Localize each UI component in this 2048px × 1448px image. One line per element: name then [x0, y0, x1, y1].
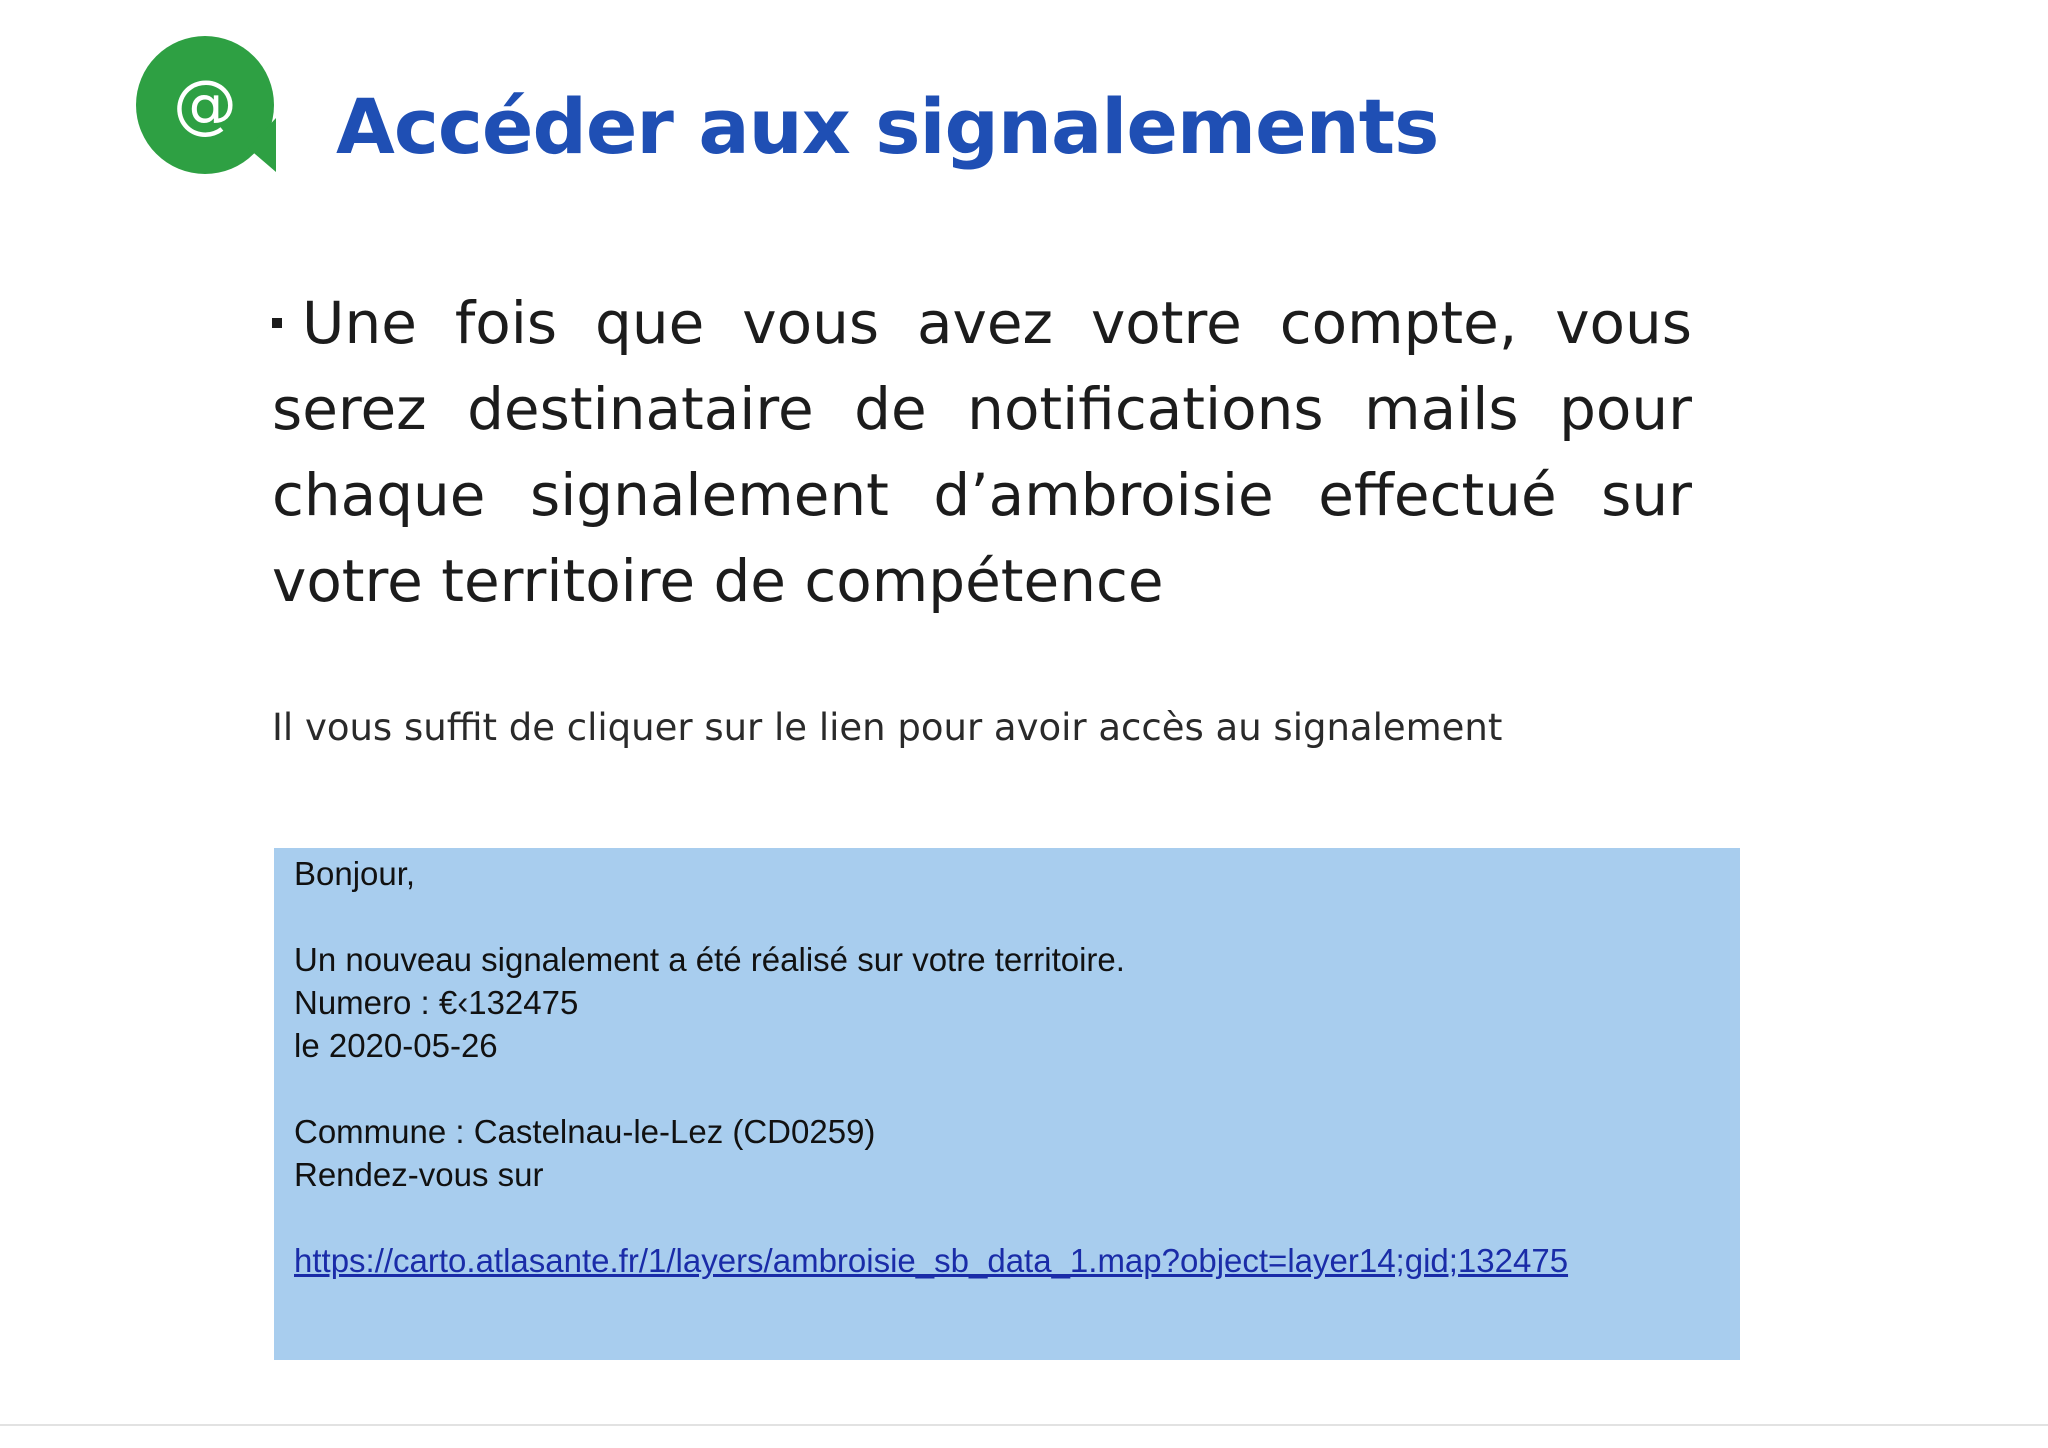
bullet-square-icon: [272, 318, 282, 328]
bullet-paragraph: [272, 280, 1692, 624]
report-link[interactable]: https://carto.atlasante.fr/1/layers/ambroisie_sb_data_1.map?object=layer14;gid;132475: [294, 1242, 1569, 1279]
footer-divider: [0, 1424, 2048, 1426]
email-spacer: [294, 1196, 1720, 1239]
at-sign-icon: @: [173, 68, 237, 142]
email-link-line: [294, 1239, 1720, 1282]
at-sign-logo: [136, 36, 284, 180]
email-spacer: [294, 895, 1720, 938]
email-report-date: le 2020-05-26: [294, 1027, 498, 1064]
instruction-text: Il vous suffit de cliquer sur le lien pour avoir accès au signalement: [272, 706, 1503, 749]
page-title: Accéder aux signalements: [336, 82, 1439, 171]
bullet-text: Une fois que vous avez votre compte, vous serez destinataire de notifications mails pour chaque signalement d’ambroisie effectué sur votre territoire de compétence: [272, 289, 1692, 615]
email-report-number: Numero : €‹132475: [294, 984, 579, 1021]
email-new-report-line: Un nouveau signalement a été réalisé sur votre territoire.: [294, 941, 1125, 978]
email-rendez-vous: Rendez-vous sur: [294, 1156, 544, 1193]
email-spacer: [294, 1067, 1720, 1110]
email-greeting: Bonjour,: [294, 855, 416, 892]
email-commune: Commune : Castelnau-le-Lez (CD0259): [294, 1113, 876, 1150]
email-notification-box: [274, 848, 1740, 1360]
